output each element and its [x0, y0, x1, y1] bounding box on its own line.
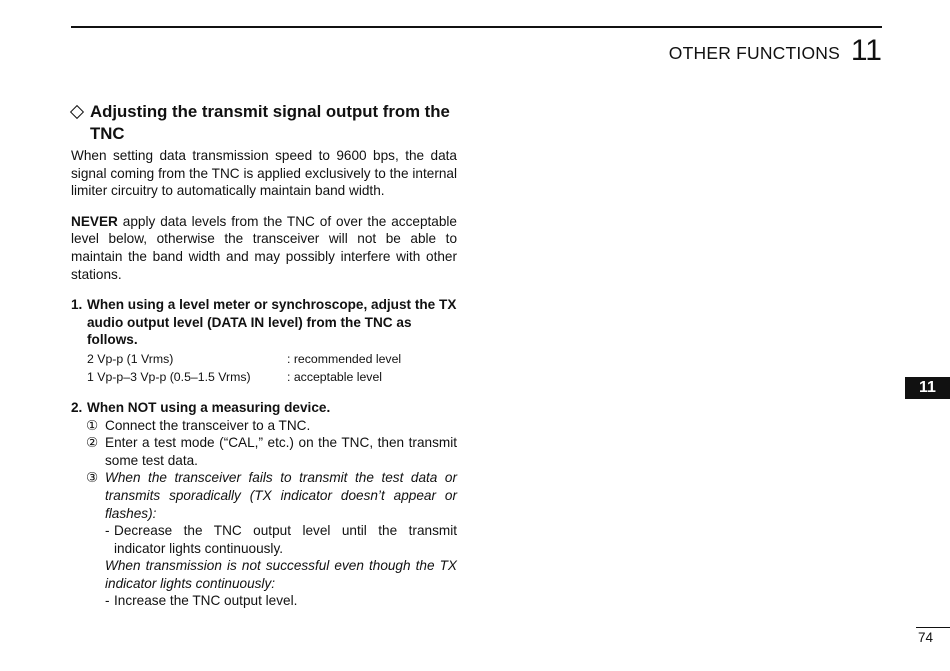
- level-table: [87, 350, 457, 386]
- action-decrease: [71, 522, 457, 557]
- section-heading: [71, 101, 457, 145]
- level-row: [87, 350, 457, 368]
- action-increase: [71, 592, 457, 610]
- section-heading-text: Adjusting the transmit signal output from the TNC: [90, 102, 450, 143]
- dash-bullet: -: [105, 593, 110, 609]
- footer-rule: [916, 627, 950, 628]
- substep-1: [71, 417, 457, 435]
- chapter-title: OTHER FUNCTIONS: [668, 43, 840, 63]
- step-2: [71, 399, 457, 417]
- step-number: 1.: [71, 297, 83, 313]
- page-number: 74: [918, 630, 934, 645]
- step-number: 2.: [71, 399, 83, 415]
- level-value: 1 Vp-p–3 Vp-p (0.5–1.5 Vrms): [87, 369, 251, 384]
- substep-2: [71, 434, 457, 469]
- step-title: When NOT using a measuring device.: [87, 399, 331, 415]
- step-title: When using a level meter or synchroscope, adjust the TX audio output level (DATA IN level) from the TNC as follows.: [87, 297, 457, 348]
- level-label: : acceptable level: [287, 369, 383, 384]
- diamond-bullet-icon: [70, 105, 84, 119]
- substep-text: Enter a test mode (“CAL,” etc.) on the TNC, then transmit some test data.: [105, 435, 457, 468]
- warning-text: apply data levels from the TNC of over the acceptable level below, otherwise the transceiver will not be able to maintain the band width and may possibly interfere with other stations.: [71, 213, 457, 282]
- level-value: 2 Vp-p (1 Vrms): [87, 351, 174, 366]
- circled-two-icon: ②: [86, 435, 99, 451]
- circled-three-icon: ③: [86, 470, 99, 486]
- header-rule: [71, 26, 882, 28]
- main-content: [71, 101, 457, 610]
- level-label: : recommended level: [287, 351, 402, 366]
- step-1: [71, 296, 457, 349]
- warning-keyword: NEVER: [71, 213, 118, 229]
- intro-paragraph: When setting data transmission speed to 9600 bps, the data signal coming from the TNC is applied exclusively to the internal limiter circuitry to automatically maintain band width.: [71, 148, 457, 199]
- circled-one-icon: ①: [86, 417, 99, 433]
- chapter-number: 11: [850, 34, 882, 67]
- action-text: Decrease the TNC output level until the transmit indicator lights continuously.: [114, 523, 457, 556]
- dash-bullet: -: [105, 523, 110, 539]
- warning-paragraph: [71, 213, 457, 283]
- action-text: Increase the TNC output level.: [114, 593, 298, 609]
- substep-text: Connect the transceiver to a TNC.: [105, 417, 311, 433]
- chapter-tab: 11: [905, 377, 950, 399]
- level-row: [87, 368, 457, 386]
- substep-text: When the transceiver fails to transmit the test data or transmits sporadically (TX indicator doesn’t appear or flashes):: [105, 470, 457, 521]
- condition-note: When transmission is not successful even though the TX indicator lights continuously:: [105, 558, 457, 591]
- substep-3: [71, 469, 457, 522]
